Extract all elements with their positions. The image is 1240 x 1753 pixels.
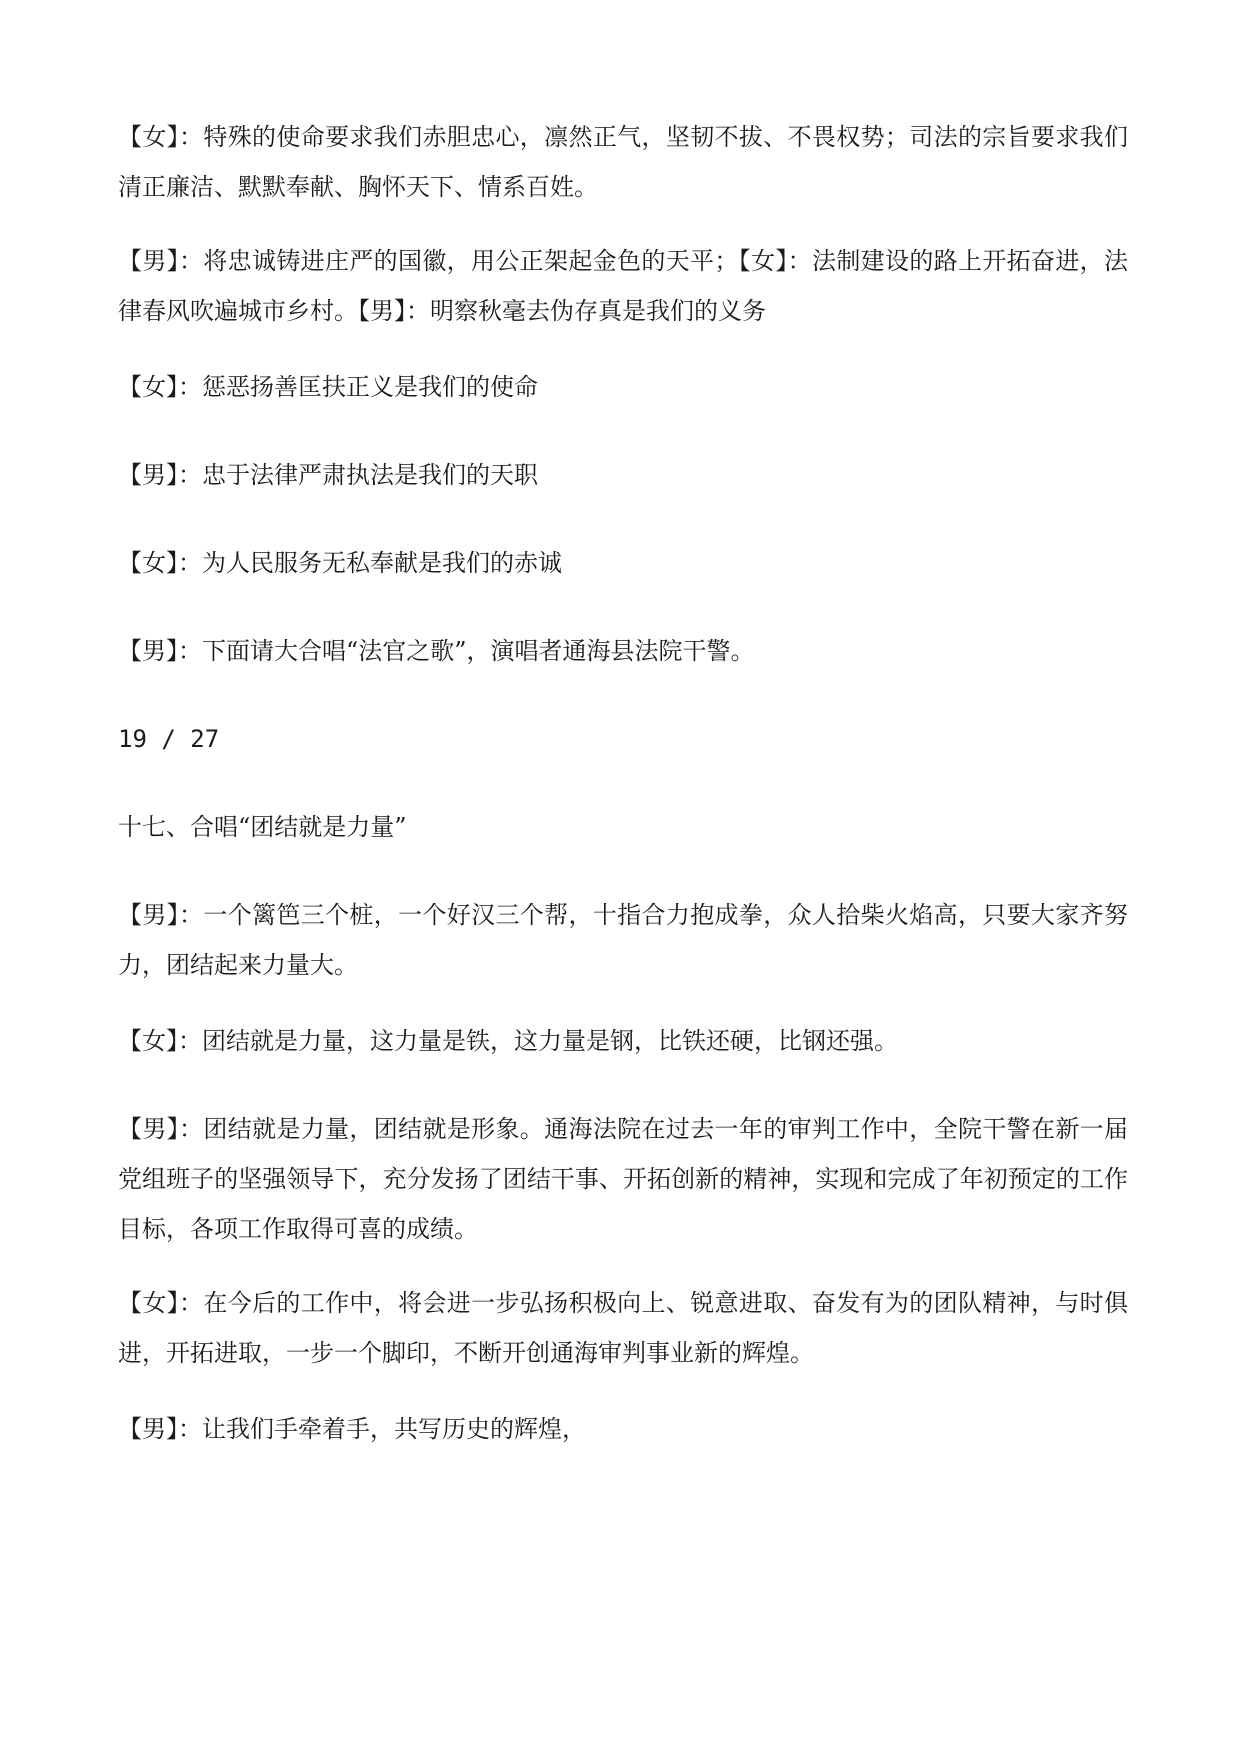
speaker-label: 【男】 [118,1115,180,1143]
paragraph-text: ：下面请大合唱“法官之歌”，演唱者通海县法院干警。 [178,637,755,665]
paragraph-text: ：团结就是力量，这力量是铁，这力量是钢，比铁还硬，比钢还强。 [178,1027,898,1055]
paragraph-4 [118,450,1128,500]
speaker-label: 【男】 [118,637,178,665]
paragraph-text: ：团结就是力量，团结就是形象。通海法院在过去一年的审判工作中，全院干警在新一届党组班子的坚强领导下，充分发扬了团结干事、开拓创新的精神，实现和完成了年初预定的工作目标，各项工作取得可喜的成绩。 [118,1115,1129,1243]
paragraph-11 [118,1404,1128,1454]
speaker-label: 【女】 [118,1027,178,1055]
paragraph-text: ：在今后的工作中，将会进一步弘扬积极向上、锐意进取、奋发有为的团队精神，与时俱进，开拓进取，一步一个脚印，不断开创通海审判事业新的辉煌。 [118,1289,1129,1367]
speaker-label: 【女】 [118,549,178,577]
paragraph-7 [118,890,1128,990]
paragraph-6 [118,626,1128,676]
speaker-label: 【女】 [118,373,178,401]
paragraph-9 [118,1104,1128,1254]
paragraph-text: ：特殊的使命要求我们赤胆忠心，凛然正气，坚韧不拔、不畏权势；司法的宗旨要求我们清正廉洁、默默奉献、胸怀天下、情系百姓。 [118,123,1129,201]
paragraph-text: ：一个篱笆三个桩，一个好汉三个帮，十指合力抱成拳，众人拾柴火焰高，只要大家齐努力，团结起来力量大。 [118,901,1129,979]
paragraph-text: ：忠于法律严肃执法是我们的天职 [178,461,538,489]
page-number: 19 / 27 [118,725,220,753]
section-heading: 十七、合唱“团结就是力量” [118,813,407,841]
speaker-label: 【女】 [118,123,180,151]
paragraph-text: ：惩恶扬善匡扶正义是我们的使命 [178,373,538,401]
speaker-label: 【男】 [118,1415,178,1443]
speaker-label: 【女】 [118,1289,180,1317]
paragraph-text: ：为人民服务无私奉献是我们的赤诚 [178,549,562,577]
speaker-label: 【男】 [118,461,178,489]
paragraph-text: ：将忠诚铸进庄严的国徽，用公正架起金色的天平；【女】：法制建设的路上开拓奋进，法律春风吹遍城市乡村。【男】：明察秋毫去伪存真是我们的义务 [118,247,1128,325]
paragraph-8 [118,1016,1128,1066]
paragraph-text: ：让我们手牵着手，共写历史的辉煌， [178,1415,586,1443]
paragraph-2 [118,236,1128,336]
paragraph-5 [118,538,1128,588]
paragraph-10 [118,1278,1128,1378]
paragraph-1 [118,112,1128,212]
paragraph-3 [118,362,1128,412]
speaker-label: 【男】 [118,247,179,275]
speaker-label: 【男】 [118,901,180,929]
